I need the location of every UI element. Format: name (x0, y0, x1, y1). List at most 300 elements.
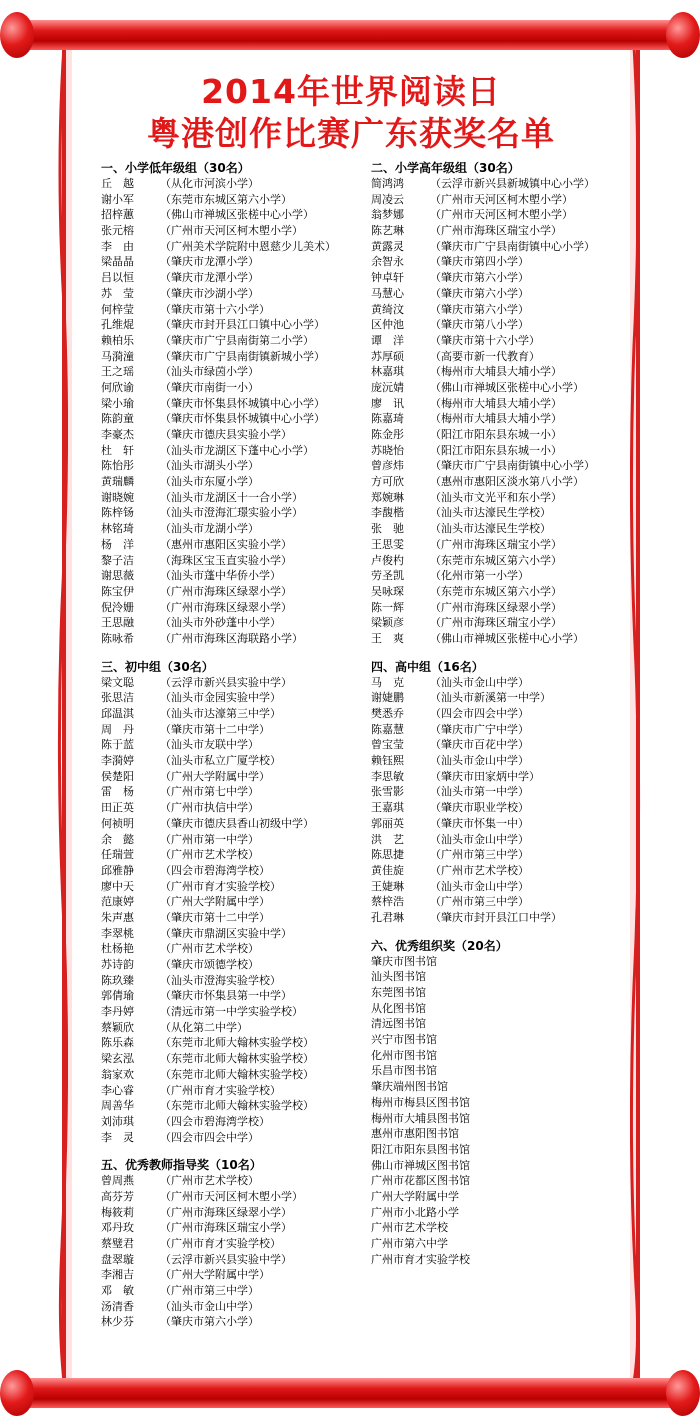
winner-name: 邓丹玫 (101, 1221, 134, 1235)
winner-row (101, 1252, 361, 1268)
winner-name: 曾宝莹 (371, 738, 404, 752)
winner-school: （肇庆市德庆县实验小学） (160, 428, 292, 441)
winner-name: 梁玄泓 (101, 1052, 134, 1066)
winner-row (101, 910, 361, 926)
winner-row (371, 176, 631, 192)
winner-school: （广州市艺术学校） (430, 863, 529, 877)
winner-name: 方可欣 (371, 475, 404, 489)
winner-school: （佛山市禅城区张槎中心小学） (430, 631, 584, 645)
winner-school: （汕头市澄海实验学校） (160, 973, 281, 987)
winner-school: （肇庆市第六小学） (430, 286, 529, 300)
winner-school: （肇庆市怀集县怀城镇中心小学） (160, 412, 325, 426)
winner-school: （云浮市新兴县实验中学） (160, 1252, 292, 1266)
winner-name: 陈玖臻 (101, 973, 134, 987)
winner-school: （广州市天河区柯木塱小学） (430, 208, 573, 222)
winner-name: 林嘉琪 (371, 365, 404, 379)
winner-name: 王嘉琪 (371, 801, 404, 815)
winner-row (371, 474, 631, 490)
winner-school: （高要市新一代教育） (430, 349, 540, 363)
winner-row (101, 1220, 361, 1236)
winner-row (101, 706, 361, 722)
winner-school: （广州市执信中学） (160, 801, 259, 815)
winner-row (371, 364, 631, 380)
winner-school: （广州市海珠区绿翠小学） (160, 584, 292, 598)
winner-school: （肇庆市第六小学） (160, 1315, 259, 1329)
winner-row (371, 333, 631, 349)
winner-school: （东莞市北师大翰林实验学校） (160, 1036, 314, 1050)
winner-row (101, 1083, 361, 1099)
winner-row (371, 537, 631, 553)
scroll-top-rod (8, 20, 692, 50)
winner-name: 李馥楷 (371, 506, 404, 520)
winner-school: （汕头市第一中学） (430, 785, 529, 799)
winner-name: 何欣谕 (101, 380, 134, 394)
winner-row (101, 1051, 361, 1067)
winner-name: 黄露灵 (371, 239, 404, 253)
winner-school: （广州市艺术学校） (160, 848, 259, 862)
winner-school: （汕头市龙湖区十一合小学） (160, 490, 303, 504)
winner-name: 侯楚阳 (101, 769, 134, 783)
winner-school: （云浮市新兴县新城镇中心小学） (430, 177, 595, 190)
winner-row (101, 675, 361, 691)
page-title-line2: 粤港创作比赛广东获奖名单 (147, 114, 555, 153)
winner-name: 任瑞萱 (101, 848, 134, 862)
winner-school: （汕头市龙湖区下蓬中心小学） (160, 443, 314, 457)
winner-name: 高芬芳 (101, 1189, 134, 1203)
winner-name: 陈乐森 (101, 1036, 134, 1050)
winner-name: 简鸿鸿 (371, 177, 404, 190)
org-award-item: 梅州市大埔县图书馆 (371, 1111, 470, 1125)
winner-school: （东莞市东城区第六小学） (430, 553, 562, 567)
org-award-item: 兴宁市图书馆 (371, 1033, 437, 1047)
winner-school: （广州市天河区柯木塱小学） (160, 1189, 303, 1203)
winner-name: 孔君琳 (371, 910, 404, 924)
winner-name: 杜杨艳 (101, 942, 134, 956)
winner-school: （广州市海珠区绿翠小学） (160, 600, 292, 614)
section-title-s2: 二、小学高年级组（30名） (371, 161, 520, 175)
winner-row (101, 490, 361, 506)
org-award-item: 广州市小北路小学 (371, 1205, 459, 1219)
winner-row (101, 537, 361, 553)
winner-school: （东莞市北师大翰林实验学校） (160, 1099, 314, 1113)
winner-name: 张 驰 (371, 522, 404, 536)
winner-school: （肇庆市广宁县南街镇中心小学） (430, 239, 595, 253)
winner-row (101, 600, 361, 616)
winner-name: 劳圣凯 (371, 569, 404, 583)
winner-school: （肇庆市第四小学） (430, 255, 529, 269)
org-award-item: 广州大学附属中学 (371, 1189, 459, 1203)
winner-row (101, 254, 361, 270)
winner-name: 蔡璧君 (101, 1237, 134, 1250)
winner-name: 苏 莹 (101, 286, 134, 300)
winner-school: （化州市第一小学） (430, 569, 529, 583)
winner-name: 陈怡彤 (101, 459, 134, 473)
winner-name: 邱雅静 (101, 863, 134, 877)
winner-school: （肇庆市封开县江口镇中心小学） (160, 318, 325, 332)
winner-list-s2 (371, 176, 631, 647)
winner-name: 余智永 (371, 255, 404, 269)
winner-name: 梁晶晶 (101, 255, 134, 269)
winner-school: （惠州市惠阳区实验小学） (160, 537, 292, 551)
winner-row (101, 1299, 361, 1315)
winner-row (101, 443, 361, 459)
winner-row (101, 1067, 361, 1083)
winner-school: （肇庆市第六小学） (430, 271, 529, 285)
winner-school: （汕头市外砂蓬中小学） (160, 616, 281, 630)
winner-school: （肇庆市第六小学） (430, 302, 529, 316)
winner-name: 翁家欢 (101, 1067, 134, 1081)
winner-name: 陈韵童 (101, 412, 134, 426)
winner-row (101, 1267, 361, 1283)
org-award-item: 广州市第六中学 (371, 1237, 448, 1250)
left-column (101, 160, 361, 1330)
winner-row (101, 1114, 361, 1130)
winner-school: （广州市海珠区瑞宝小学） (160, 1221, 292, 1235)
winner-school: （肇庆市百花中学） (430, 738, 529, 752)
winner-school: （汕头市友联中学） (160, 738, 259, 752)
winner-school: （肇庆市广宁县南街镇新城小学） (160, 349, 325, 363)
winner-row (101, 333, 361, 349)
page-title-line1: 2014年世界阅读日 (201, 72, 501, 111)
winner-row (101, 1020, 361, 1036)
winner-name: 邱温淇 (101, 707, 134, 720)
winner-row (371, 832, 631, 848)
winner-name: 苏晓怡 (371, 443, 404, 457)
winner-name: 马漪潼 (101, 349, 134, 363)
winner-school: （肇庆市颂德学校） (160, 958, 259, 971)
winner-name: 倪泠姗 (101, 600, 134, 614)
winner-name: 钟卓轩 (371, 271, 404, 285)
winner-school: （广州大学附属中学） (160, 769, 270, 783)
winner-row (371, 207, 631, 223)
winner-name: 陈艺琳 (371, 224, 404, 238)
winner-name: 王思融 (101, 616, 134, 630)
winner-name: 余 懿 (101, 832, 134, 846)
winner-school: （肇庆市第十六小学） (430, 333, 540, 347)
winner-school: （四会市碧海湾学校） (160, 863, 270, 877)
winner-school: （肇庆市南街一小） (160, 380, 259, 394)
winner-list-s3 (101, 675, 361, 1146)
winner-row (101, 584, 361, 600)
winner-school: （梅州市大埔县大埔小学） (430, 365, 562, 379)
winner-row (101, 631, 361, 647)
winner-row (101, 615, 361, 631)
winner-name: 赖柏乐 (101, 333, 134, 347)
winner-row (101, 302, 361, 318)
winner-row (371, 443, 631, 459)
winner-name: 陈思捷 (371, 848, 404, 862)
winner-school: （广州市育才实验学校） (160, 1237, 281, 1250)
winner-row (101, 192, 361, 208)
winner-school: （汕头市文光平和东小学） (430, 490, 562, 504)
winner-school: （从化市河滨小学） (160, 177, 259, 190)
winner-school: （海珠区宝玉直实验小学） (160, 553, 292, 567)
winner-name: 孔维焜 (101, 318, 134, 332)
winner-name: 王婕琳 (371, 879, 404, 893)
scroll-top-left-knob (0, 12, 34, 58)
winner-name: 李漪婷 (101, 754, 134, 768)
winner-name: 王 爽 (371, 631, 404, 645)
winner-name: 马 克 (371, 675, 404, 689)
winner-row (371, 490, 631, 506)
winner-row (371, 505, 631, 521)
winner-name: 谢婕鹏 (371, 691, 404, 705)
winner-row (101, 1283, 361, 1299)
winner-school: （广州大学附属中学） (160, 895, 270, 909)
winner-name: 张雪影 (371, 785, 404, 799)
winner-row (101, 396, 361, 412)
winner-name: 张思洁 (101, 691, 134, 705)
winner-name: 谢小军 (101, 192, 134, 206)
winner-school: （肇庆市德庆县香山初级中学） (160, 816, 314, 830)
winner-row (101, 521, 361, 537)
winner-school: （肇庆市怀集县怀城镇中心小学） (160, 396, 325, 410)
winner-name: 吕以恒 (101, 271, 134, 285)
winner-name: 郭倩瑜 (101, 989, 134, 1003)
winner-row (101, 1004, 361, 1020)
winner-row (101, 879, 361, 895)
winner-row (101, 973, 361, 989)
org-award-item: 广州市艺术学校 (371, 1221, 448, 1235)
winner-list-s1 (101, 176, 361, 647)
winner-name: 廖中天 (101, 879, 134, 893)
winner-name: 何祯明 (101, 816, 134, 830)
winner-name: 丘 越 (101, 177, 134, 190)
winner-school: （广州市育才实验学校） (160, 1083, 281, 1097)
winner-row (371, 349, 631, 365)
winner-name: 梁颖彦 (371, 616, 404, 630)
winner-school: （肇庆市广宁中学） (430, 722, 529, 736)
winner-name: 周凌云 (371, 192, 404, 206)
winner-name: 苏厚硕 (371, 349, 404, 363)
winner-row (371, 615, 631, 631)
section-title-s1: 一、小学低年级组（30名） (101, 161, 250, 175)
org-award-item: 肇庆端州图书馆 (371, 1080, 448, 1094)
winner-row (101, 568, 361, 584)
winner-row (101, 784, 361, 800)
winner-school: （东莞市东城区第六小学） (160, 192, 292, 206)
winner-row (101, 926, 361, 942)
winner-school: （肇庆市龙潭小学） (160, 271, 259, 285)
winner-row (371, 690, 631, 706)
section-title-s3: 三、初中组（30名） (101, 659, 214, 674)
winner-row (101, 847, 361, 863)
scroll-bottom-left-knob (0, 1370, 34, 1416)
winner-school: （汕头市达濠第三中学） (160, 707, 281, 720)
winner-school: （广州市第三中学） (160, 1284, 259, 1298)
winner-school: （佛山市禅城区张槎中心小学） (430, 380, 584, 394)
scroll-bottom-right-knob (666, 1370, 700, 1416)
winner-school: （汕头市金山中学） (430, 832, 529, 846)
winner-school: （汕头市金山中学） (430, 879, 529, 893)
winner-row (371, 816, 631, 832)
winner-row (371, 706, 631, 722)
winner-row (371, 600, 631, 616)
winner-school: （汕头市达濠民生学校） (430, 506, 551, 520)
org-award-item: 肇庆市图书馆 (371, 954, 437, 968)
winner-name: 李翠桃 (101, 926, 134, 940)
winner-school: （肇庆市怀集一中） (430, 816, 529, 830)
winner-school: （广州市海珠区绿翠小学） (430, 600, 562, 614)
winner-row (101, 176, 361, 192)
org-list-s6 (371, 954, 631, 1268)
winner-row (371, 270, 631, 286)
winner-row (371, 753, 631, 769)
winner-row (101, 239, 361, 255)
winner-row (101, 737, 361, 753)
winner-school: （广州市海珠区绿翠小学） (160, 1205, 292, 1219)
org-award-item: 广州市育才实验学校 (371, 1252, 470, 1266)
winner-row (101, 505, 361, 521)
winner-name: 王之瑶 (101, 365, 134, 379)
winner-name: 马慧心 (371, 286, 404, 300)
winner-school: （汕头市澄海汇璟实验小学） (160, 506, 303, 520)
winner-row (101, 380, 361, 396)
winner-name: 李心睿 (101, 1083, 134, 1097)
winner-row (101, 1314, 361, 1330)
winner-name: 张元榕 (101, 224, 134, 238)
winner-school: （汕头市金山中学） (430, 754, 529, 768)
winner-school: （广州市艺术学校） (160, 942, 259, 956)
winner-row (371, 254, 631, 270)
winner-row (371, 722, 631, 738)
winner-school: （广州市天河区柯木塱小学） (430, 192, 573, 206)
winner-name: 樊悉乔 (371, 707, 404, 720)
winner-school: （肇庆市沙湖小学） (160, 286, 259, 300)
winner-name: 蔡颖欣 (101, 1020, 134, 1034)
winner-row (371, 223, 631, 239)
winner-row (101, 863, 361, 879)
winner-school: （肇庆市第十二中学） (160, 722, 270, 736)
winner-row (101, 894, 361, 910)
winner-row (101, 270, 361, 286)
winner-school: （汕头市新溪第一中学） (430, 691, 551, 705)
winner-row (101, 957, 361, 973)
winner-name: 黄佳旋 (371, 863, 404, 877)
winner-school: （广州市第一中学） (160, 832, 259, 846)
winner-row (371, 910, 631, 926)
winner-name: 廖 讯 (371, 396, 404, 410)
winner-name: 王思雯 (371, 537, 404, 551)
winner-school: （肇庆市第八小学） (430, 318, 529, 332)
winner-row (101, 690, 361, 706)
winner-name: 蔡梓浩 (371, 895, 404, 909)
winner-school: （肇庆市龙潭小学） (160, 255, 259, 269)
section-title-s5: 五、优秀教师指导奖（10名） (101, 1158, 262, 1173)
winner-name: 李丹婷 (101, 1005, 134, 1019)
winner-row (371, 411, 631, 427)
org-award-item: 清远图书馆 (371, 1017, 426, 1031)
scroll-bottom-rod (8, 1378, 692, 1408)
winner-school: （肇庆市封开县江口中学） (430, 910, 562, 924)
winner-name: 陈金彤 (371, 428, 404, 441)
winner-name: 曾彦炜 (371, 459, 404, 473)
winner-name: 翁梦娜 (371, 208, 404, 222)
org-award-item: 佛山市禅城区图书馆 (371, 1158, 470, 1172)
winner-row (371, 380, 631, 396)
org-award-item: 广州市花都区图书馆 (371, 1174, 470, 1188)
winner-name: 李 由 (101, 239, 134, 253)
winner-school: （广州市第三中学） (430, 895, 529, 909)
winner-row (371, 631, 631, 647)
org-award-item: 东莞图书馆 (371, 986, 426, 999)
winner-row (371, 239, 631, 255)
winner-name: 陈嘉慧 (371, 722, 404, 736)
org-award-item: 化州市图书馆 (371, 1048, 437, 1062)
winner-row (101, 816, 361, 832)
winner-name: 曾周燕 (101, 1174, 134, 1188)
winner-name: 李 灵 (101, 1130, 134, 1144)
winner-row (101, 1236, 361, 1252)
winner-row (101, 553, 361, 569)
winner-name: 陈咏希 (101, 631, 134, 645)
org-award-item: 阳江市阳东县图书馆 (371, 1142, 470, 1156)
winner-name: 谢晓婉 (101, 490, 134, 504)
winner-row (101, 474, 361, 490)
winner-row (371, 192, 631, 208)
winner-school: （广州市海珠区海联路小学） (160, 631, 303, 645)
winner-row (371, 879, 631, 895)
winner-name: 苏诗韵 (101, 958, 134, 971)
winner-row (371, 396, 631, 412)
winner-school: （从化第二中学） (160, 1020, 248, 1034)
winner-school: （汕头市龙湖小学） (160, 522, 259, 536)
winner-school: （汕头市金山中学） (430, 675, 529, 689)
org-award-item: 惠州市惠阳图书馆 (371, 1127, 459, 1141)
winner-school: （汕头市蓬中华侨小学） (160, 569, 281, 583)
winner-name: 梅筱莉 (101, 1205, 134, 1219)
winner-row (101, 1173, 361, 1189)
winner-row (371, 521, 631, 537)
winner-school: （东莞市东城区第六小学） (430, 584, 562, 598)
winner-row (101, 364, 361, 380)
winner-school: （东莞市北师大翰林实验学校） (160, 1067, 314, 1081)
scroll-top-right-knob (666, 12, 700, 58)
winner-list-s4 (371, 675, 631, 926)
winner-school: （广州市海珠区瑞宝小学） (430, 224, 562, 238)
winner-school: （肇庆市第十二中学） (160, 910, 270, 924)
winner-row (371, 584, 631, 600)
scroll-right-edge (630, 46, 644, 1382)
winner-school: （广州美术学院附中恩慈少儿美术） (160, 239, 336, 253)
winner-name: 陈于蓝 (101, 738, 134, 752)
winner-school: （梅州市大埔县大埔小学） (430, 396, 562, 410)
winner-school: （广州市育才实验学校） (160, 879, 281, 893)
winner-name: 周善华 (101, 1099, 134, 1113)
winner-name: 陈嘉琦 (371, 412, 404, 426)
org-award-item: 汕头图书馆 (371, 970, 426, 984)
winner-school: （肇庆市第十六小学） (160, 302, 270, 316)
winner-school: （云浮市新兴县实验中学） (160, 675, 292, 689)
winner-school: （汕头市绿茵小学） (160, 365, 259, 379)
winner-name: 陈宝伊 (101, 584, 134, 598)
winner-name: 黄绮汶 (371, 302, 404, 316)
winner-school: （广州大学附属中学） (160, 1268, 270, 1282)
winner-row (371, 800, 631, 816)
winner-row (101, 753, 361, 769)
winner-name: 李思敏 (371, 769, 404, 783)
winner-school: （四会市四会中学） (160, 1130, 259, 1144)
winner-name: 汤清香 (101, 1299, 134, 1313)
winner-name: 杜 轩 (101, 443, 134, 457)
winner-row (101, 1035, 361, 1051)
winner-name: 庞沅婧 (371, 380, 404, 394)
org-award-item: 从化图书馆 (371, 1001, 426, 1015)
winner-name: 邓 敏 (101, 1284, 134, 1298)
winner-school: （广州市艺术学校） (160, 1174, 259, 1188)
winner-name: 田正英 (101, 801, 134, 815)
winner-school: （广州市第七中学） (160, 785, 259, 799)
